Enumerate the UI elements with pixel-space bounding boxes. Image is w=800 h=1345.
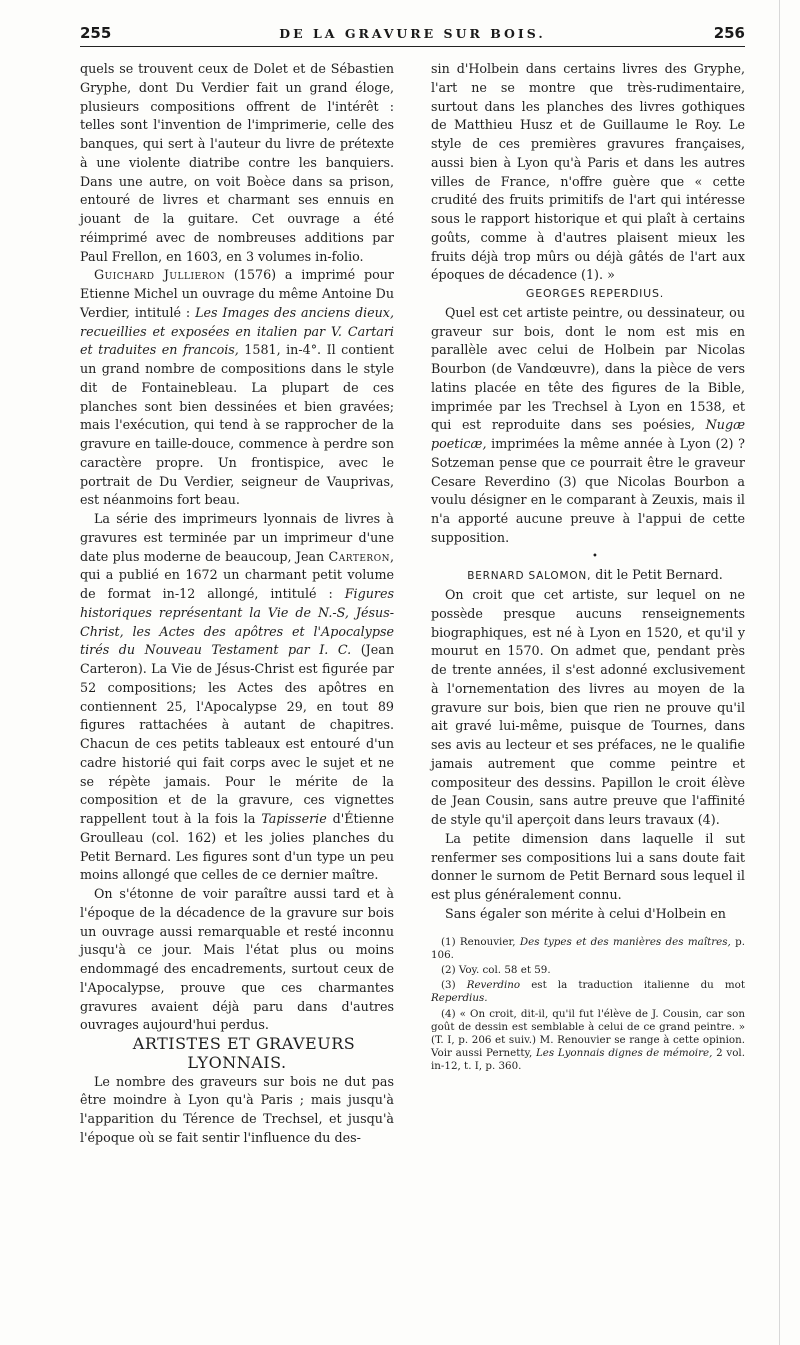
paragraph: sin d'Holbein dans certains livres des Gryphe, l'art ne se montre que très-rudimentaire, surtout dans les planches des livres gothiques de Matthieu Husz et de Guillaume le Roy. Le style de ces premières gravures françaises, aussi bien à Lyon qu'à Paris et dans les autres villes de France, n'offre guère que « cette crudité des fruits primitifs de l'art qui intéresse sous le rapport historique et qui plaît à certains goûts, comme à d'autres plaisent mieux les fruits déjà trop mûrs ou déjà gâtés de l'art aux époques de décadence (1). » — [431, 61, 745, 283]
left-column — [80, 60, 394, 1148]
book-title: Nugæ poeticæ, — [431, 417, 745, 451]
footnotes — [431, 936, 745, 1074]
printer-name: Carteron — [328, 548, 390, 564]
paragraph: Sans égaler son mérite à celui d'Holbein en — [445, 905, 726, 921]
separator-dot: • — [592, 550, 598, 562]
section-heading: ARTISTES ET GRAVEURS LYONNAIS. — [132, 1034, 356, 1072]
paragraph: Guichard Jullieron (1576) a imprimé pour Etienne Michel un ouvrage du même Antoine Du Verdier, intitulé : Les Images des anciens dieux, recueillies et exposées en italien par V. Cartari et traduites en francois, 1581, in-4°. Il contient un grand nombre de compositions dans le style dit de Fontainebleau. La plupart de ces planches sont bien dessinées et bien gravées; mais l'exécution, qui tend à se rapprocher de la gravure en taille-douce, commence à perdre son caractère propre. Un frontispice, avec le portrait de Du Verdier, seigneur de Vauprivas, est néanmoins fort beau. — [80, 267, 395, 508]
footnote: (1) Renouvier, Des types et des manières des maîtres, p. 106. — [431, 935, 745, 961]
book-title: Les Images des anciens dieux, recueillies et exposées en italien par V. Cartari et traduites en francois, — [80, 304, 394, 358]
footnote: (3) Reverdino est la traduction italienne du mot Reperdius. — [431, 979, 746, 1005]
footnote: (4) « On croit, dit-il, qu'il fut l'élève de J. Cousin, car son goût de dessin est semblable à celui de ce grand peintre. » (T. I, p. 206 et suiv.) M. Renouvier se range à cette opinion. Voir aussi Pernetty, Les Lyonnais dignes de mémoire, 2 vol. in-12, t. I, p. 360. — [431, 1007, 745, 1073]
book-title: Tapisserie — [261, 811, 327, 826]
artist-name: BERNARD SALOMON, — [467, 570, 592, 583]
paragraph: La petite dimension dans laquelle il sut renfermer ses compositions lui a sans doute fait donner le surnom de Petit Bernard sous lequel il est plus généralement connu. — [431, 830, 745, 902]
running-title: DE LA GRAVURE SUR BOIS. — [279, 26, 546, 41]
paragraph: La série des imprimeurs lyonnais de livres à gravures est terminée par un imprimeur d'une date plus moderne de beaucoup, Jean Carteron, qui a publié en 1672 un charmant petit volume de format in-12 allongé, intitulé : Figures historiques représentant la Vie de N.-S, Jésus-Christ, les Actes des apôtres et l'Apocalypse tirés du Nouveau Testament par I. C. (Jean Carteron). La Vie de Jésus-Christ est figurée par 52 compositions; les Actes des apôtres en contiennent 25, l'Apocalypse 29, en tout 89 figures rattachées à autant de chapitres. Chacun de ces petits tableaux est entouré d'un cadre historié qui fait corps avec le sujet et ne se répète jamais. Pour le mérite de la composition et de la gravure, ces vignettes rappellent tout à la fois la Tapisserie d'Étienne Groulleau (col. 162) et les jolies planches du Petit Bernard. Les figures sont d'un type un peu moins allongé que celles de ce dernier maître. — [80, 511, 394, 883]
signature: GEORGES REPERDIUS. — [525, 287, 665, 300]
paragraph: On s'étonne de voir paraître aussi tard et à l'époque de la décadence de la gravure sur bois un ouvrage aussi remarquable et resté inconnu jusqu'à ce jour. Mais l'état plus ou moins endommagé des encadrements, surtout ceux de l'Apocalypse, prouve que ces charmantes gravures avaient déjà paru dans d'autres ouvrages aujourd'hui perdus. — [80, 886, 394, 1033]
paragraph: quels se trouvent ceux de Dolet et de Sébastien Gryphe, dont Du Verdier fait un grand éloge, plusieurs compositions offrent de l'intérêt : telles sont l'invention de l'imprimerie, celle des banques, qui sert à l'auteur du livre de prétexte à une violente diatribe contre les banquiers. Dans une autre, on voit Boèce dans sa prison, entouré de livres et charmant ses ennuis en jouant de la guitare. Cet ouvrage a été réimprimé avec de nombreuses additions par Paul Frellon, en 1603, en 3 volumes in-folio. — [80, 61, 394, 264]
printer-name: Guichard Jullieron — [94, 267, 226, 283]
paragraph: Le nombre des graveurs sur bois ne dut pas être moindre à Lyon qu'à Paris ; mais jusqu'à l'apparition du Térence de Trechsel, et jusqu'à l'époque où se fait sentir l'influence du des- — [80, 1073, 394, 1145]
right-column — [431, 60, 745, 1076]
paragraph: Quel est cet artiste peintre, ou dessinateur, ou graveur sur bois, dont le nom est mis en parallèle avec celui de Holbein par Nicolas Bourbon (de Vandœuvre), dans la pièce de vers latins placée en tête des figures de la Bible, imprimée par les Trechsel à Lyon en 1538, et qui est reproduite dans ses poésies, Nugæ poeticæ, imprimées la même année à Lyon (2) ? Sotzeman pense que ce pourrait être le graveur Cesare Reverdino (3) que Nicolas Bourbon a voulu désigner en le comparant à Zeuxis, mais il n'a apporté aucune preuve à l'appui de cette supposition. — [431, 304, 745, 545]
footnote: (2) Voy. col. 58 et 59. — [441, 963, 551, 976]
paragraph: On croit que cet artiste, sur lequel on ne possède presque aucuns renseignements biographiques, est né à Lyon en 1520, et qu'il y mourut en 1570. On admet que, pendant près de trente années, il s'est adonné exclusivement à l'ornementation des livres au moyen de la gravure sur bois, bien que rien ne prouve qu'il ait gravé lui-même, puisque de Tournes, dans ses avis au lecteur et ses préfaces, ne le qualifie jamais autrement que comme peintre et compositeur des dessins. Papillon le croit élève de Jean Cousin, sans autre preuve que l'affinité de style qu'il aperçoit dans leurs travaux (4). — [431, 587, 745, 827]
section-subheading: BERNARD SALOMON, dit le Petit Bernard. — [467, 567, 723, 583]
book-title: Figures historiques représentant la Vie de N.-S, Jésus-Christ, les Actes des apôtres et l'Apocalypse tirés du Nouveau Testament par I. C. — [80, 586, 394, 658]
page-number-right: 256 — [713, 24, 745, 42]
page-header — [80, 24, 745, 47]
page-number-left: 255 — [80, 24, 112, 42]
page-edge-line — [779, 0, 780, 1345]
